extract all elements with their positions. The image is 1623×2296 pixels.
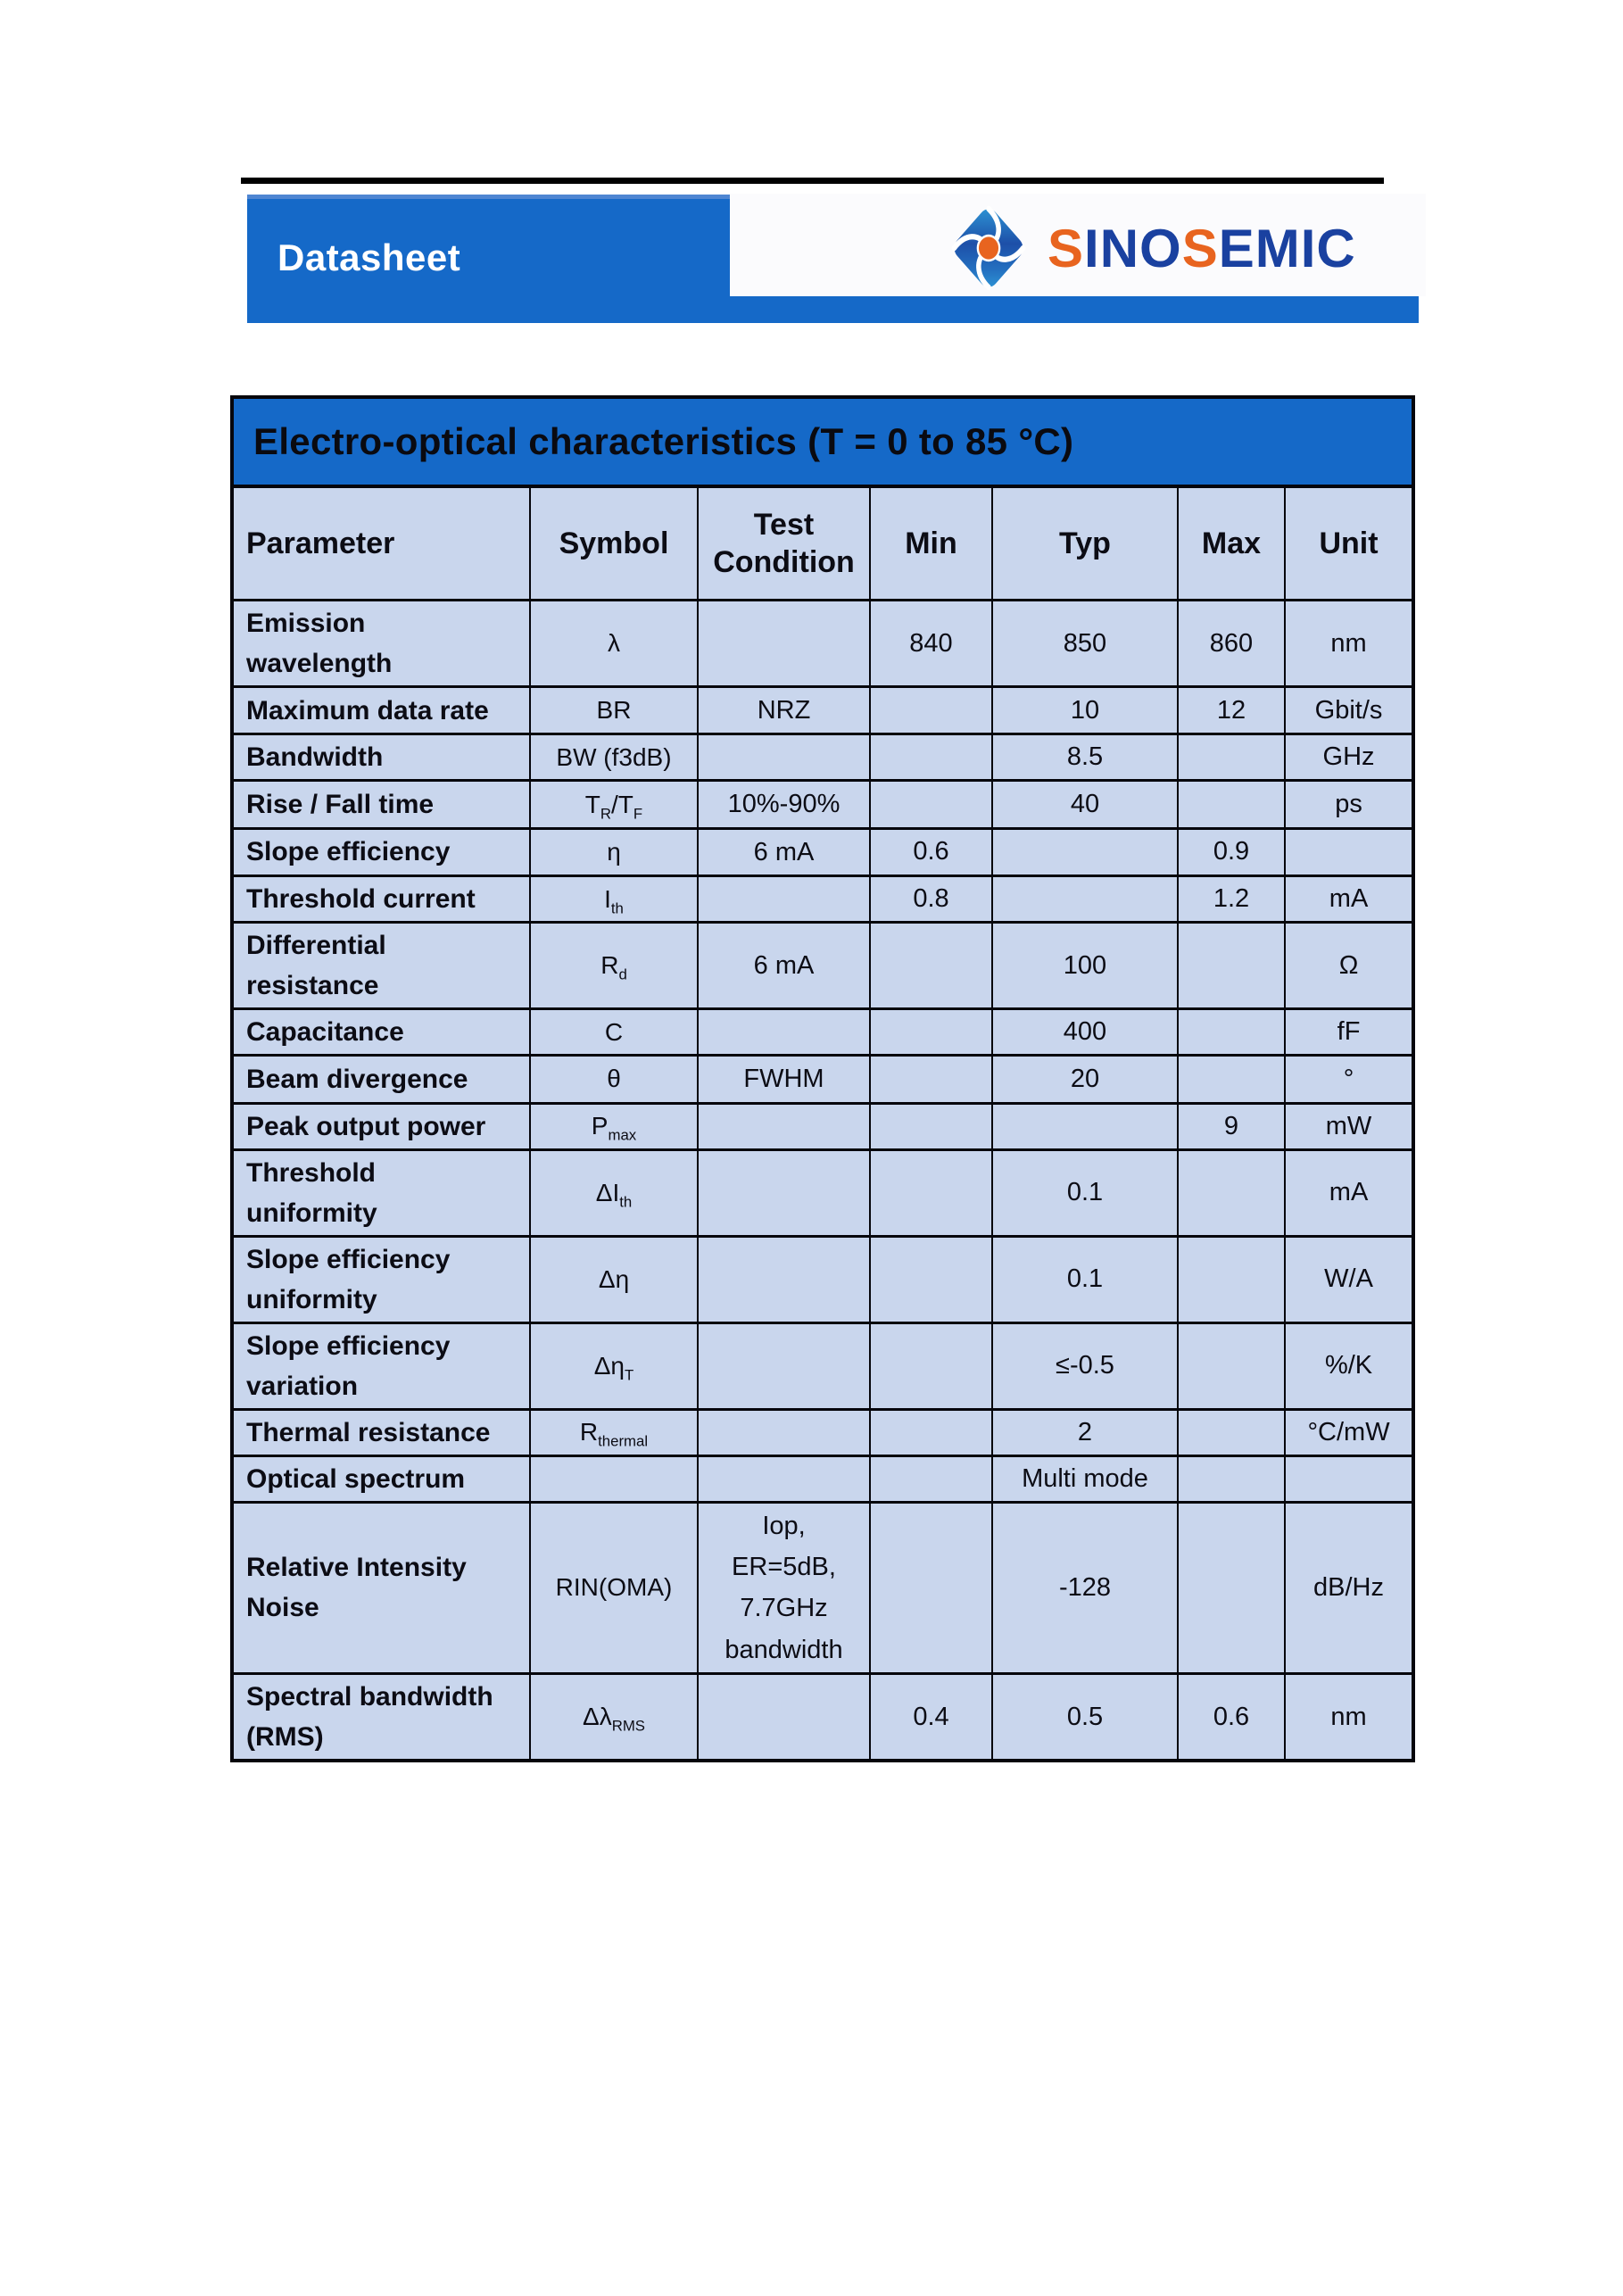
- table-header-row: [232, 486, 1413, 601]
- cell-parameter: Bandwidth: [232, 734, 530, 781]
- table-row: [232, 781, 1413, 828]
- table-row: [232, 1149, 1413, 1236]
- cell-unit: fF: [1285, 1009, 1413, 1056]
- cell-unit: Gbit/s: [1285, 687, 1413, 734]
- cell-unit: ps: [1285, 781, 1413, 828]
- cell-parameter: Slope efficiency variation: [232, 1322, 530, 1409]
- cell-symbol: $I_{th}$: [530, 876, 698, 923]
- datasheet-banner: [247, 195, 730, 323]
- cell-parameter: Differential resistance: [232, 923, 530, 1009]
- cell-max: [1178, 1455, 1285, 1502]
- cell-typ: [992, 876, 1178, 923]
- header-accent-strip: [730, 296, 1419, 323]
- cell-parameter: Rise / Fall time: [232, 781, 530, 828]
- table-row: [232, 1674, 1413, 1761]
- cell-symbol: RIN(OMA): [530, 1502, 698, 1674]
- cell-test-condition: [698, 1674, 870, 1761]
- cell-min: [870, 923, 992, 1009]
- characteristics-table: [230, 395, 1415, 1762]
- table-row: [232, 1502, 1413, 1674]
- cell-min: [870, 1236, 992, 1322]
- cell-typ: 8.5: [992, 734, 1178, 781]
- column-header-symbol: Symbol: [530, 486, 698, 601]
- cell-min: 0.4: [870, 1674, 992, 1761]
- cell-parameter: Maximum data rate: [232, 687, 530, 734]
- cell-min: [870, 1103, 992, 1149]
- cell-unit: nm: [1285, 1674, 1413, 1761]
- logo-letter-segment: S: [1181, 218, 1219, 278]
- cell-test-condition: [698, 1009, 870, 1056]
- cell-typ: 10: [992, 687, 1178, 734]
- column-header-max: Max: [1178, 486, 1285, 601]
- cell-min: [870, 1409, 992, 1455]
- cell-max: [1178, 1009, 1285, 1056]
- cell-parameter: Threshold current: [232, 876, 530, 923]
- cell-symbol: λ: [530, 601, 698, 687]
- top-rule: [241, 178, 1384, 184]
- page-title: Datasheet: [277, 236, 461, 278]
- logo-text: [1047, 218, 1356, 279]
- cell-test-condition: [698, 601, 870, 687]
- cell-unit: dB/Hz: [1285, 1502, 1413, 1674]
- table-row: [232, 1236, 1413, 1322]
- cell-typ: 100: [992, 923, 1178, 1009]
- company-logo: [948, 202, 1356, 294]
- cell-min: [870, 687, 992, 734]
- cell-typ: 2: [992, 1409, 1178, 1455]
- cell-unit: GHz: [1285, 734, 1413, 781]
- cell-symbol: $R_{thermal}$: [530, 1409, 698, 1455]
- table-body: [232, 601, 1413, 1761]
- table-row: [232, 1009, 1413, 1056]
- cell-parameter: Spectral bandwidth (RMS): [232, 1674, 530, 1761]
- cell-symbol: θ: [530, 1056, 698, 1103]
- sinosemic-diamond-swirl-icon: [948, 202, 1030, 294]
- cell-typ: 0.5: [992, 1674, 1178, 1761]
- cell-symbol: η: [530, 828, 698, 875]
- cell-min: [870, 734, 992, 781]
- cell-min: [870, 781, 992, 828]
- cell-max: 9: [1178, 1103, 1285, 1149]
- cell-typ: 0.1: [992, 1236, 1178, 1322]
- cell-unit: mA: [1285, 876, 1413, 923]
- cell-symbol: $\Delta\eta_T$: [530, 1322, 698, 1409]
- cell-max: 1.2: [1178, 876, 1285, 923]
- column-header-test-condition: Test Condition: [698, 486, 870, 601]
- cell-min: [870, 1322, 992, 1409]
- cell-parameter: Beam divergence: [232, 1056, 530, 1103]
- cell-typ: [992, 828, 1178, 875]
- cell-parameter: Emission wavelength: [232, 601, 530, 687]
- logo-letter-segment: S: [1047, 218, 1085, 278]
- cell-parameter: Thermal resistance: [232, 1409, 530, 1455]
- cell-symbol: C: [530, 1009, 698, 1056]
- logo-letter-segment: INO: [1084, 218, 1182, 278]
- cell-test-condition: [698, 876, 870, 923]
- cell-symbol: $\Delta\lambda_{RMS}$: [530, 1674, 698, 1761]
- cell-max: [1178, 923, 1285, 1009]
- cell-unit: mW: [1285, 1103, 1413, 1149]
- cell-test-condition: [698, 1455, 870, 1502]
- cell-min: [870, 1455, 992, 1502]
- cell-test-condition: Iop, ER=5dB, 7.7GHz bandwidth: [698, 1502, 870, 1674]
- cell-unit: nm: [1285, 601, 1413, 687]
- cell-test-condition: FWHM: [698, 1056, 870, 1103]
- cell-unit: W/A: [1285, 1236, 1413, 1322]
- cell-max: [1178, 734, 1285, 781]
- cell-unit: mA: [1285, 1149, 1413, 1236]
- column-header-parameter: Parameter: [232, 486, 530, 601]
- cell-unit: °C/mW: [1285, 1409, 1413, 1455]
- cell-min: 840: [870, 601, 992, 687]
- cell-max: 12: [1178, 687, 1285, 734]
- cell-typ: ≤-0.5: [992, 1322, 1178, 1409]
- cell-parameter: Slope efficiency uniformity: [232, 1236, 530, 1322]
- cell-parameter: Threshold uniformity: [232, 1149, 530, 1236]
- cell-max: [1178, 1409, 1285, 1455]
- cell-max: 0.9: [1178, 828, 1285, 875]
- cell-parameter: Relative Intensity Noise: [232, 1502, 530, 1674]
- cell-symbol: BW (f3dB): [530, 734, 698, 781]
- cell-max: 0.6: [1178, 1674, 1285, 1761]
- cell-min: 0.8: [870, 876, 992, 923]
- cell-unit: [1285, 1455, 1413, 1502]
- logo-letter-segment: EMIC: [1218, 218, 1356, 278]
- cell-max: 860: [1178, 601, 1285, 687]
- cell-max: [1178, 1502, 1285, 1674]
- table-title-row: [232, 397, 1413, 486]
- cell-test-condition: 6 mA: [698, 828, 870, 875]
- cell-max: [1178, 781, 1285, 828]
- cell-test-condition: [698, 1409, 870, 1455]
- table-row: [232, 1103, 1413, 1149]
- cell-symbol: $\Delta I_{th}$: [530, 1149, 698, 1236]
- cell-unit: %/K: [1285, 1322, 1413, 1409]
- cell-symbol: BR: [530, 687, 698, 734]
- cell-symbol: $R_d$: [530, 923, 698, 1009]
- cell-typ: 400: [992, 1009, 1178, 1056]
- table-row: [232, 876, 1413, 923]
- cell-typ: 0.1: [992, 1149, 1178, 1236]
- cell-max: [1178, 1322, 1285, 1409]
- table-row: [232, 734, 1413, 781]
- cell-test-condition: [698, 1322, 870, 1409]
- cell-min: [870, 1149, 992, 1236]
- cell-min: [870, 1502, 992, 1674]
- cell-min: [870, 1056, 992, 1103]
- table-row: [232, 923, 1413, 1009]
- cell-parameter: Slope efficiency: [232, 828, 530, 875]
- table-row: [232, 828, 1413, 875]
- cell-typ: [992, 1103, 1178, 1149]
- cell-typ: Multi mode: [992, 1455, 1178, 1502]
- column-header-unit: Unit: [1285, 486, 1413, 601]
- cell-unit: °: [1285, 1056, 1413, 1103]
- cell-symbol: $P_{max}$: [530, 1103, 698, 1149]
- cell-test-condition: NRZ: [698, 687, 870, 734]
- table-row: [232, 601, 1413, 687]
- table-row: [232, 1056, 1413, 1103]
- cell-parameter: Capacitance: [232, 1009, 530, 1056]
- cell-typ: 40: [992, 781, 1178, 828]
- table-row: [232, 687, 1413, 734]
- cell-test-condition: [698, 734, 870, 781]
- table-row: [232, 1455, 1413, 1502]
- cell-max: [1178, 1236, 1285, 1322]
- cell-max: [1178, 1149, 1285, 1236]
- cell-unit: [1285, 828, 1413, 875]
- cell-test-condition: 6 mA: [698, 923, 870, 1009]
- cell-parameter: Optical spectrum: [232, 1455, 530, 1502]
- cell-min: [870, 1009, 992, 1056]
- cell-typ: 850: [992, 601, 1178, 687]
- cell-max: [1178, 1056, 1285, 1103]
- cell-symbol: Δη: [530, 1236, 698, 1322]
- cell-test-condition: [698, 1149, 870, 1236]
- cell-test-condition: [698, 1103, 870, 1149]
- column-header-min: Min: [870, 486, 992, 601]
- cell-unit: Ω: [1285, 923, 1413, 1009]
- cell-typ: -128: [992, 1502, 1178, 1674]
- cell-test-condition: 10%-90%: [698, 781, 870, 828]
- cell-test-condition: [698, 1236, 870, 1322]
- cell-symbol: [530, 1455, 698, 1502]
- cell-parameter: Peak output power: [232, 1103, 530, 1149]
- cell-typ: 20: [992, 1056, 1178, 1103]
- cell-symbol: $T_R/T_F$: [530, 781, 698, 828]
- table-row: [232, 1322, 1413, 1409]
- column-header-typ: Typ: [992, 486, 1178, 601]
- cell-min: 0.6: [870, 828, 992, 875]
- table-title: Electro-optical characteristics (T = 0 to 85 °C): [232, 397, 1413, 486]
- table-row: [232, 1409, 1413, 1455]
